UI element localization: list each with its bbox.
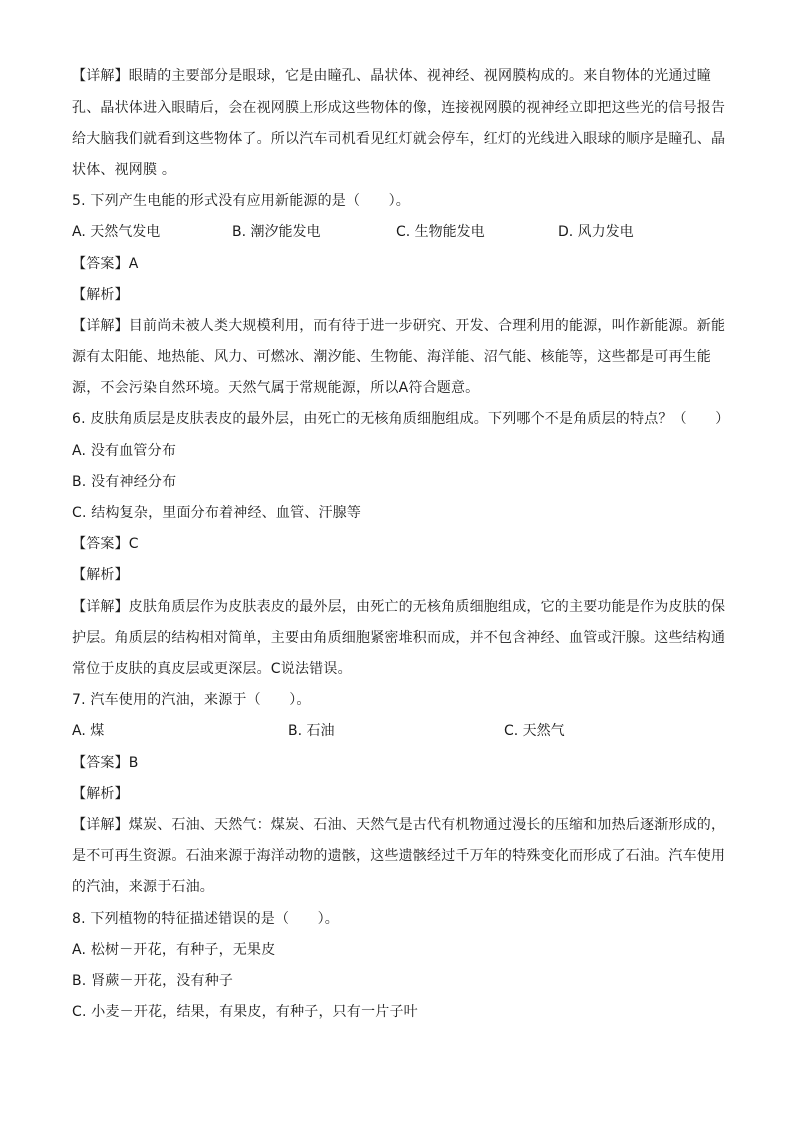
explanation-line: 是不可再生资源。石油来源于海洋动物的遗骸，这些遗骸经过千万年的特殊变化而形成了石油。汽车使用 <box>72 848 726 864</box>
explanation-line: 护层。角质层的结构相对简单，主要由角质细胞紧密堆积而成，并不包含神经、血管或汗腺。这些结构通 <box>72 630 726 646</box>
option-a: A. 没有血管分布 <box>72 443 177 459</box>
explanation-line: 常位于皮肤的真皮层或更深层。C说法错误。 <box>72 661 352 677</box>
explanation-line: 【详解】煤炭、石油、天然气：煤炭、石油、天然气是古代有机物通过漫长的压缩和加热后逐渐形成的， <box>72 817 726 833</box>
question-5-options <box>72 222 732 242</box>
question-6-stem: 6. 皮肤角质层是皮肤表皮的最外层，由死亡的无核角质细胞组成。下列哪个不是角质层的特点？（ ） <box>72 411 730 427</box>
analysis-label: 【解析】 <box>72 287 129 303</box>
answer-label: 【答案】A <box>72 256 139 272</box>
explanation-line: 的汽油，来源于石油。 <box>72 879 214 895</box>
question-7-options <box>72 721 732 741</box>
option-a: A. 松树－开花，有种子，无果皮 <box>72 942 276 958</box>
explanation-line: 【详解】眼睛的主要部分是眼球，它是由瞳孔、晶状体、视神经、视网膜构成的。来自物体的光通过瞳 <box>72 68 711 84</box>
answer-label: 【答案】B <box>72 755 139 771</box>
option-c: C. 生物能发电 <box>396 224 485 240</box>
answer-label: 【答案】C <box>72 536 139 552</box>
question-8-stem: 8. 下列植物的特征描述错误的是（ ）。 <box>72 911 340 927</box>
analysis-label: 【解析】 <box>72 786 129 802</box>
question-5-stem: 5. 下列产生电能的形式没有应用新能源的是（ ）。 <box>72 193 411 209</box>
option-b: B. 肾蕨－开花，没有种子 <box>72 973 234 989</box>
explanation-line: 【详解】皮肤角质层作为皮肤表皮的最外层，由死亡的无核角质细胞组成，它的主要功能是作为皮肤的保 <box>72 599 726 615</box>
option-c: C. 小麦－开花，结果，有果皮，有种子，只有一片子叶 <box>72 1004 418 1020</box>
option-c: C. 结构复杂，里面分布着神经、血管、汗腺等 <box>72 505 362 521</box>
option-b: B. 潮汐能发电 <box>232 224 321 240</box>
option-a: A. 煤 <box>72 723 105 739</box>
explanation-line: 源，不会污染自然环境。天然气属于常规能源，所以A符合题意。 <box>72 380 480 396</box>
explanation-line: 给大脑我们就看到这些物体了。所以汽车司机看见红灯就会停车，红灯的光线进入眼球的顺序是瞳孔、晶 <box>72 131 726 147</box>
explanation-line: 【详解】目前尚未被人类大规模利用，而有待于进一步研究、开发、合理利用的能源，叫作新能源。新能 <box>72 318 726 334</box>
explanation-line: 源有太阳能、地热能、风力、可燃冰、潮汐能、生物能、海洋能、沼气能、核能等，这些都是可再生能 <box>72 349 711 365</box>
option-b: B. 没有神经分布 <box>72 474 177 490</box>
analysis-label: 【解析】 <box>72 567 129 583</box>
option-d: D. 风力发电 <box>558 224 634 240</box>
option-a: A. 天然气发电 <box>72 224 161 240</box>
option-c: C. 天然气 <box>504 723 565 739</box>
explanation-line: 状体、视网膜 。 <box>72 162 177 178</box>
question-7-stem: 7. 汽车使用的汽油，来源于（ ）。 <box>72 692 311 708</box>
explanation-line: 孔、晶状体进入眼睛后，会在视网膜上形成这些物体的像，连接视网膜的视神经立即把这些光的信号报告 <box>72 100 726 116</box>
option-b: B. 石油 <box>288 723 335 739</box>
